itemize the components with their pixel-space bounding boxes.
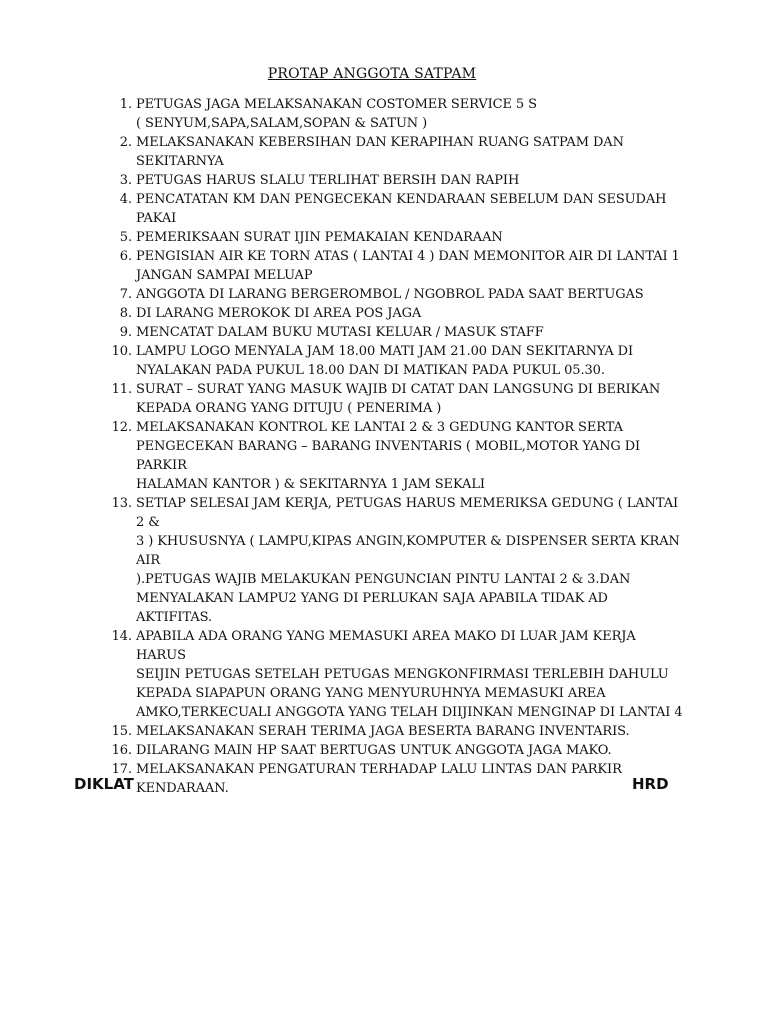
list-item [104, 722, 684, 741]
item-number: 14. [111, 629, 132, 644]
item-number: 2. [119, 135, 132, 150]
item-text: PETUGAS HARUS SLALU TERLIHAT BERSIH DAN RAPIH [136, 173, 520, 188]
list-item [104, 494, 684, 627]
item-number: 17. [111, 762, 132, 777]
signature-diklat: DIKLAT [74, 775, 134, 793]
item-text: PENGISIAN AIR KE TORN ATAS ( LANTAI 4 ) DAN MEMONITOR AIR DI LANTAI 1 JANGAN SAMPAI MELUAP [136, 249, 680, 283]
item-number: 13. [111, 496, 132, 511]
item-text: MELAKSANAKAN KONTROL KE LANTAI 2 & 3 GEDUNG KANTOR SERTA PENGECEKAN BARANG – BARANG INVENTARIS ( MOBIL,MOTOR YANG DI PARKIR HALAMAN KANTOR ) & SEKITARNYA 1 JAM SEKALI [136, 420, 641, 492]
item-text: DILARANG MAIN HP SAAT BERTUGAS UNTUK ANGGOTA JAGA MAKO. [136, 743, 612, 758]
item-text: LAMPU LOGO MENYALA JAM 18.00 MATI JAM 21.00 DAN SEKITARNYA DI NYALAKAN PADA PUKUL 18.00 DAN DI MATIKAN PADA PUKUL 05.30. [136, 344, 634, 378]
list-item [104, 95, 684, 133]
item-number: 12. [111, 420, 132, 435]
item-number: 7. [119, 287, 132, 302]
item-text: PEMERIKSAAN SURAT IJIN PEMAKAIAN KENDARAAN [136, 230, 503, 245]
item-text: MELAKSANAKAN SERAH TERIMA JAGA BESERTA BARANG INVENTARIS. [136, 724, 630, 739]
list-item [104, 190, 684, 228]
item-text: APABILA ADA ORANG YANG MEMASUKI AREA MAKO DI LUAR JAM KERJA HARUS SEIJIN PETUGAS SETELAH PETUGAS MENGKONFIRMASI TERLEBIH DAHULU KEPADA SIAPAPUN ORANG YANG MENYURUHNYA MEMASUKI AREA AMKO,TERKECUALI ANGGOTA YANG TELAH DIIJINKAN MENGINAP DI LANTAI 4 [136, 629, 683, 720]
list-item [104, 171, 684, 190]
list-item [104, 741, 684, 760]
item-text: SETIAP SELESAI JAM KERJA, PETUGAS HARUS MEMERIKSA GEDUNG ( LANTAI 2 & 3 ) KHUSUSNYA ( LAMPU,KIPAS ANGIN,KOMPUTER & DISPENSER SERTA KRAN AIR ).PETUGAS WAJIB MELAKUKAN PENGUNCIAN PINTU LANTAI 2 & 3.DAN MENYALAKAN LAMPU2 YANG DI PERLUKAN SAJA APABILA TIDAK AD AKTIFITAS. [136, 496, 680, 625]
item-number: 16. [111, 743, 132, 758]
list-item [104, 342, 684, 380]
item-number: 11. [111, 382, 132, 397]
procedure-list [104, 95, 684, 798]
item-text: MENCATAT DALAM BUKU MUTASI KELUAR / MASUK STAFF [136, 325, 544, 340]
item-number: 6. [119, 249, 132, 264]
item-text: DI LARANG MEROKOK DI AREA POS JAGA [136, 306, 422, 321]
item-number: 9. [119, 325, 132, 340]
list-item [104, 418, 684, 494]
list-item [104, 133, 684, 171]
item-number: 5. [119, 230, 132, 245]
item-text: MELAKSANAKAN PENGATURAN TERHADAP LALU LINTAS DAN PARKIR KENDARAAN. [136, 762, 622, 796]
item-text: ANGGOTA DI LARANG BERGEROMBOL / NGOBROL PADA SAAT BERTUGAS [136, 287, 644, 302]
list-item [104, 247, 684, 285]
item-text: PETUGAS JAGA MELAKSANAKAN COSTOMER SERVICE 5 S ( SENYUM,SAPA,SALAM,SOPAN & SATUN ) [136, 97, 537, 131]
item-number: 4. [119, 192, 132, 207]
list-item [104, 760, 684, 798]
list-item [104, 304, 684, 323]
item-number: 1. [119, 97, 132, 112]
list-item [104, 323, 684, 342]
item-text: PENCATATAN KM DAN PENGECEKAN KENDARAAN SEBELUM DAN SESUDAH PAKAI [136, 192, 667, 226]
list-item [104, 627, 684, 722]
item-number: 15. [111, 724, 132, 739]
list-item [104, 228, 684, 247]
item-number: 3. [119, 173, 132, 188]
list-item [104, 380, 684, 418]
document-title: PROTAP ANGGOTA SATPAM [267, 66, 477, 82]
list-item [104, 285, 684, 304]
signature-hrd: HRD [632, 775, 669, 793]
item-number: 8. [119, 306, 132, 321]
item-text: SURAT – SURAT YANG MASUK WAJIB DI CATAT DAN LANGSUNG DI BERIKAN KEPADA ORANG YANG DITUJU ( PENERIMA ) [136, 382, 661, 416]
item-number: 10. [111, 344, 132, 359]
item-text: MELAKSANAKAN KEBERSIHAN DAN KERAPIHAN RUANG SATPAM DAN SEKITARNYA [136, 135, 624, 169]
